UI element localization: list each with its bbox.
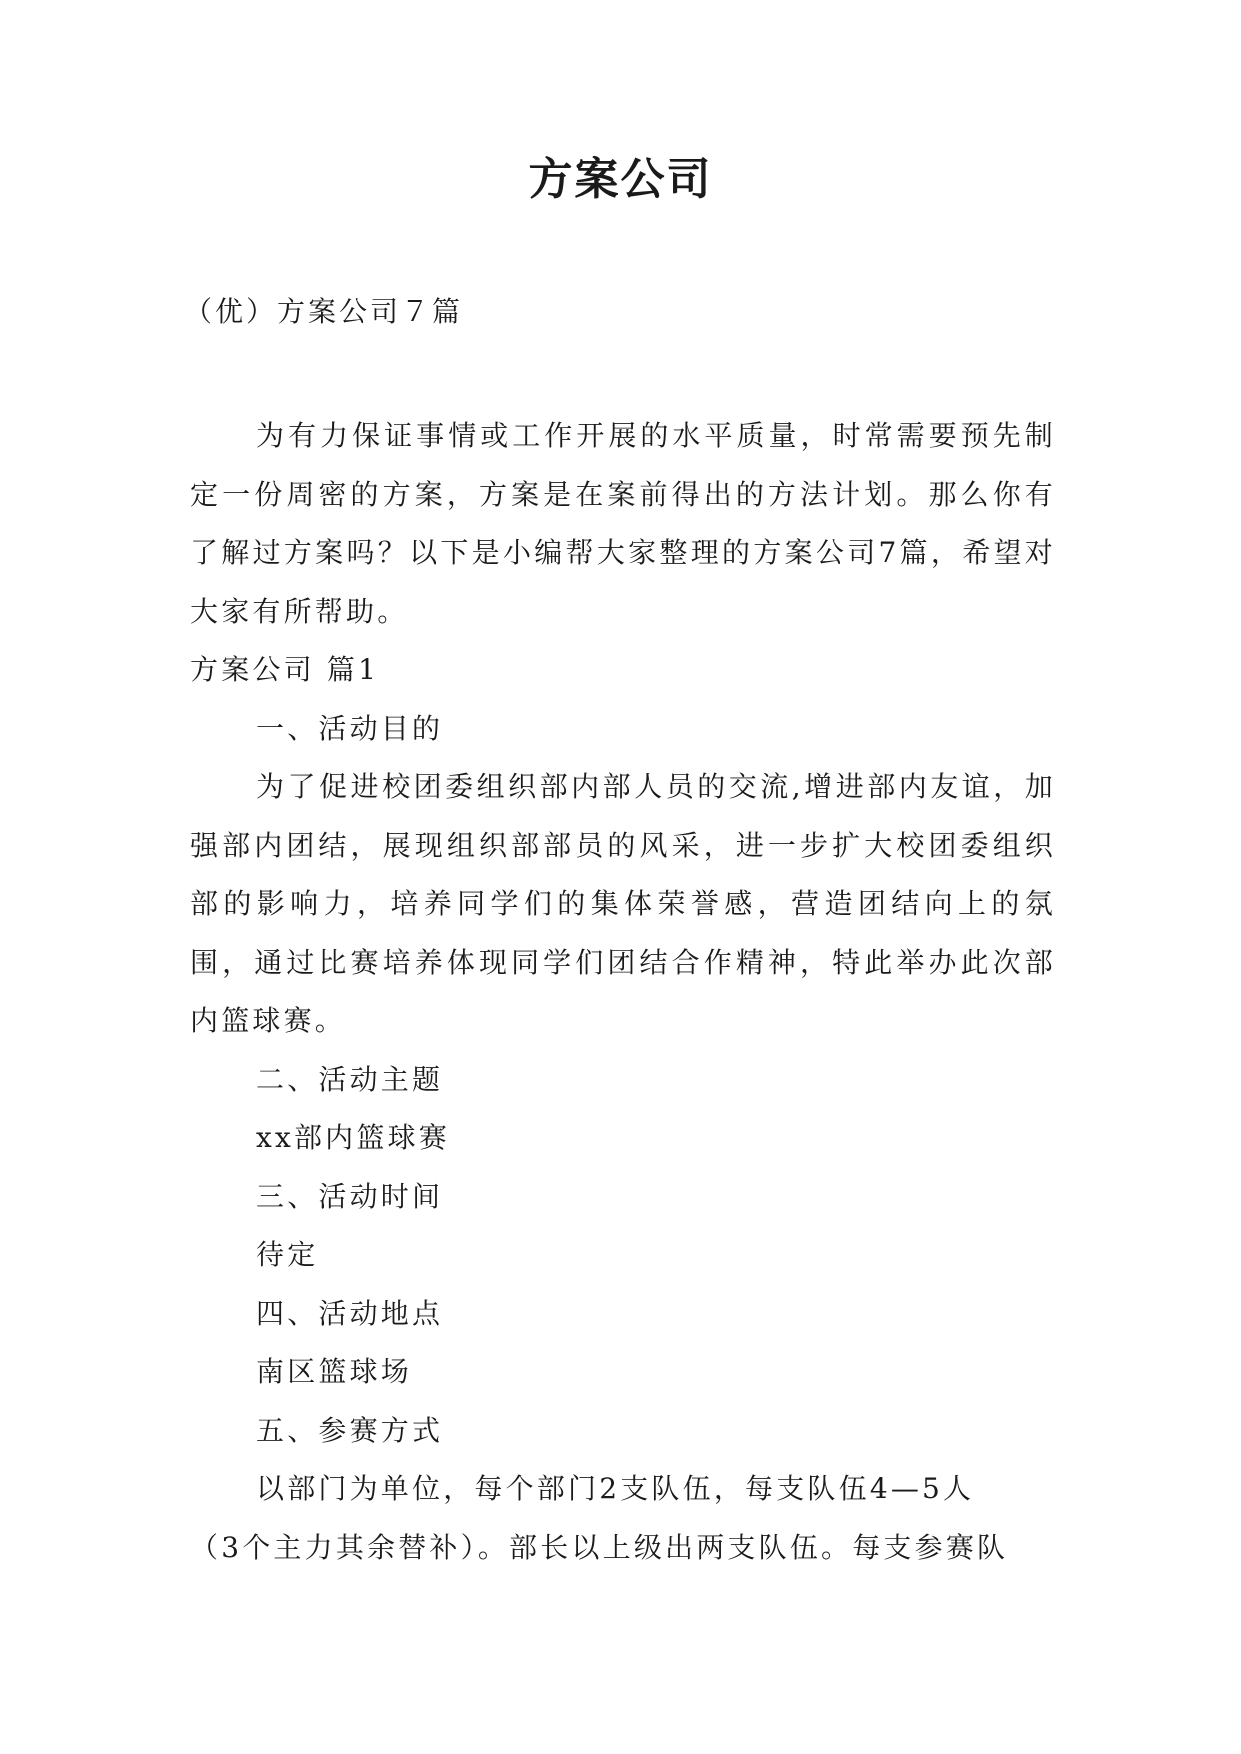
text-participation-method-continued: （3个主力其余替补）。部长以上级出两支队伍。每支参赛队 (190, 1530, 1009, 1564)
text-participation-method: 以部门为单位，每个部门2支队伍，每支队伍4—5人 (256, 1472, 975, 1505)
document-subtitle: （优）方案公司７篇 (184, 295, 464, 328)
paragraph-activity-purpose: 为了促进校团委组织部内部人员的交流,增进部内友谊，加强部内团结，展现组织部部员的风采，进一步扩大校团委组织部的影响力，培养同学们的集体荣誉感，营造团结向上的氛围，通过比赛培养体现同学们团结合作精神，特此举办此次部内篮球赛。 (190, 770, 1056, 1037)
heading-activity-location: 四、活动地点 (256, 1296, 444, 1330)
document-title: 方案公司 (528, 154, 713, 205)
heading-activity-theme: 二、活动主题 (256, 1062, 444, 1096)
heading-activity-time: 三、活动时间 (256, 1179, 444, 1213)
section-heading: 方案公司 篇1 (190, 653, 380, 686)
document-body (190, 407, 1056, 1577)
text-activity-time: 待定 (256, 1238, 319, 1271)
heading-participation-method: 五、参赛方式 (256, 1413, 444, 1447)
text-activity-theme: xx部内篮球赛 (256, 1121, 450, 1154)
heading-activity-purpose: 一、活动目的 (256, 711, 444, 745)
text-activity-location: 南区篮球场 (256, 1355, 413, 1388)
intro-paragraph: 为有力保证事情或工作开展的水平质量，时常需要预先制定一份周密的方案，方案是在案前得出的方法计划。那么你有了解过方案吗？以下是小编帮大家整理的方案公司7篇，希望对大家有所帮助。 (190, 419, 1056, 628)
